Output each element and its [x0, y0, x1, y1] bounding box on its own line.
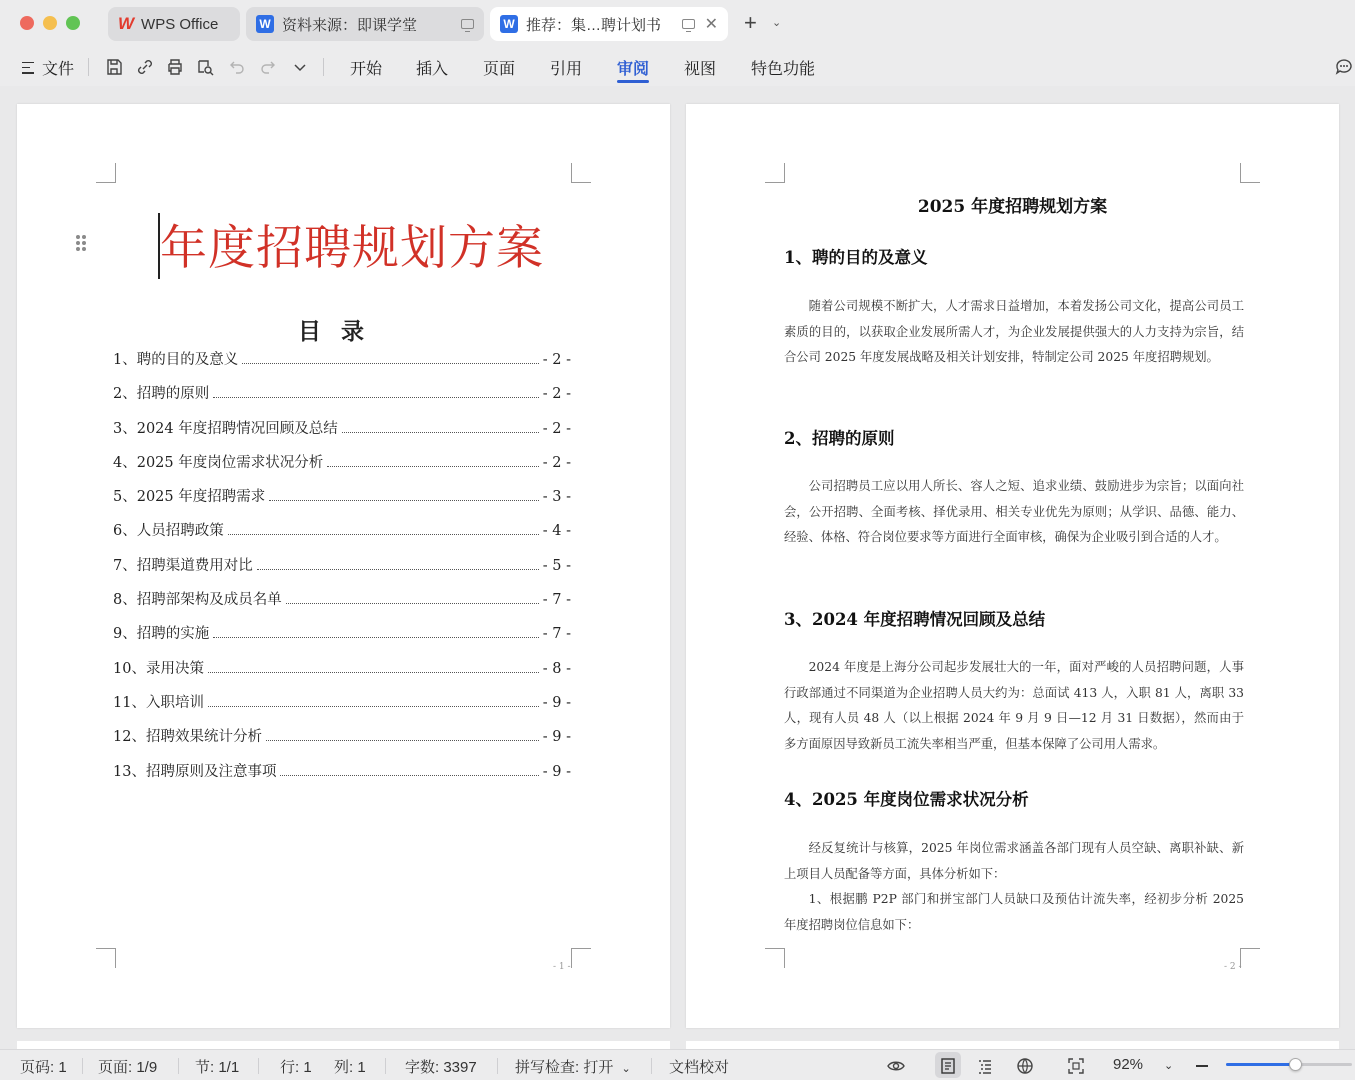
- status-divider: [178, 1058, 179, 1074]
- status-divider: [258, 1058, 259, 1074]
- toc-entry[interactable]: [113, 382, 571, 416]
- active-tab-indicator: [617, 80, 649, 83]
- tab-view[interactable]: 视图: [684, 61, 717, 78]
- crop-mark: [571, 948, 591, 968]
- toc-entry[interactable]: [113, 485, 571, 519]
- toc-entry[interactable]: [113, 554, 571, 588]
- zoom-out-icon[interactable]: [1192, 1056, 1212, 1076]
- file-menu-label: 文件: [42, 61, 75, 78]
- status-col[interactable]: 列: 1: [334, 1059, 366, 1076]
- menu-icon: [22, 62, 34, 74]
- body-paragraph[interactable]: 随着公司规模不断扩大，人才需求日益增加，本着发扬公司文化，提高公司员工素质的目的，以获取企业发展所需人才，为企业发展提供强大的人力支持为宗旨，结合公司 2025 年度发展战略及相关计划安排，特制定公司 2025 年度招聘规划。: [784, 299, 1244, 365]
- status-divider: [651, 1058, 652, 1074]
- toc-entry-text: 5、2025 年度招聘需求: [113, 489, 266, 506]
- toolbar-divider: [88, 58, 89, 76]
- toc-entry[interactable]: [113, 725, 571, 759]
- toc-entry[interactable]: [113, 691, 571, 725]
- zoom-slider[interactable]: [1226, 1063, 1352, 1066]
- tab-label: WPS Office: [141, 15, 219, 33]
- status-page-code[interactable]: 页码: 1: [20, 1059, 67, 1076]
- toc-entry-page: - 4 -: [542, 523, 571, 540]
- toc-entry-text: 9、招聘的实施: [113, 626, 210, 643]
- body-paragraph[interactable]: 1、根据鹏 P2P 部门和拼宝部门人员缺口及预估计流失率，经初步分析 2025 年度招聘岗位信息如下：: [784, 892, 1244, 932]
- monitor-icon[interactable]: [461, 19, 474, 29]
- toc-entry-text: 12、招聘效果统计分析: [113, 729, 262, 746]
- status-divider: [82, 1058, 83, 1074]
- toc-entry-page: - 9 -: [542, 763, 571, 780]
- toolbar: [0, 48, 1355, 86]
- status-row[interactable]: 行: 1: [280, 1059, 312, 1076]
- toc-entry-text: 2、招聘的原则: [113, 386, 210, 403]
- toc-heading[interactable]: 目录: [298, 318, 384, 345]
- body-paragraph[interactable]: 公司招聘员工应以用人所长、容人之短、追求业绩、鼓励进步为宗旨；以面向社会，公开招聘、全面考核、择优录用、相关专业优先为原则；从学识、品德、能力、经验、体格、符合岗位要求等方面进行全面审核，确保为企业吸引到合适的人才。: [784, 479, 1244, 545]
- toc-entry-page: - 2 -: [542, 352, 571, 368]
- section-heading[interactable]: 3、2024 年度招聘情况回顾及总结: [784, 610, 1046, 629]
- undo-icon[interactable]: [227, 57, 247, 77]
- crop-mark: [96, 948, 116, 968]
- toc-entry-text: 6、人员招聘政策: [113, 523, 224, 540]
- toc-entry[interactable]: [113, 622, 571, 656]
- tab-label: 推荐：集…聘计划书: [526, 16, 662, 34]
- toc-entry-text: 4、2025 年度岗位需求状况分析: [113, 454, 324, 471]
- tab-wps-office[interactable]: [108, 7, 240, 41]
- outline-view-icon[interactable]: [975, 1056, 995, 1076]
- tab-home[interactable]: 开始: [350, 61, 383, 78]
- status-divider: [497, 1058, 498, 1074]
- body-paragraph[interactable]: 2024 年度是上海分公司起步发展壮大的一年，面对严峻的人员招聘问题，人事行政部通过不同渠道为企业招聘人员大约为：总面试 413 人，入职 81 人，离职 33 人，现有人员 48 人（以上根据 2024 年 9 月 9 日—12 月 31 日数据），然而由于多方面原因导致新员工流失率相当严重，但基本保障了公司用人需求。: [784, 660, 1244, 751]
- cover-title[interactable]: 年度招聘规划方案: [160, 221, 544, 276]
- page-number: - 2 -: [1224, 962, 1242, 972]
- toc-entry-page: - 7 -: [542, 592, 571, 609]
- toc-entry-text: 13、招聘原则及注意事项: [113, 763, 277, 780]
- crop-mark: [96, 163, 116, 183]
- close-icon[interactable]: ✕: [704, 16, 718, 33]
- status-section[interactable]: 节: 1/1: [195, 1059, 240, 1076]
- window-maximize-button[interactable]: [66, 16, 80, 30]
- toc-entry-page: - 5 -: [542, 557, 571, 574]
- toc-entry-page: - 3 -: [542, 489, 571, 506]
- print-icon[interactable]: [165, 57, 185, 77]
- tab-references[interactable]: 引用: [550, 61, 583, 78]
- section-heading[interactable]: 2、招聘的原则: [784, 429, 895, 448]
- zoom-chevron-down-icon[interactable]: ⌄: [1164, 1060, 1174, 1072]
- window-minimize-button[interactable]: [43, 16, 57, 30]
- tab-document-source[interactable]: [246, 7, 484, 41]
- chevron-down-icon: ⌄: [621, 1063, 631, 1075]
- zoom-slider-fill: [1226, 1063, 1295, 1066]
- crop-mark: [1240, 948, 1260, 968]
- chevron-down-icon[interactable]: ⌄: [772, 17, 782, 29]
- proofread-button[interactable]: 文档校对: [669, 1059, 730, 1076]
- toc-entry[interactable]: [113, 417, 571, 451]
- wps-logo-icon: W: [118, 14, 135, 33]
- toc-entry-page: - 9 -: [542, 729, 571, 746]
- toc-entry-page: - 2 -: [542, 454, 571, 471]
- toc-entry-text: 8、招聘部架构及成员名单: [113, 592, 282, 609]
- spell-check-toggle[interactable]: [515, 1056, 631, 1077]
- eye-protection-icon[interactable]: [886, 1056, 906, 1076]
- word-doc-icon: W: [256, 15, 274, 33]
- crop-mark: [1240, 163, 1260, 183]
- link-icon[interactable]: [135, 57, 155, 77]
- toc-entry-page: - 9 -: [542, 694, 571, 711]
- next-page-edge: [686, 1041, 1339, 1049]
- word-doc-icon: W: [500, 15, 518, 33]
- page-view-icon[interactable]: [938, 1056, 958, 1076]
- file-menu-button[interactable]: [22, 56, 74, 79]
- toc-entry-text: 7、招聘渠道费用对比: [113, 557, 253, 574]
- toc-entry-text: 3、2024 年度招聘情况回顾及总结: [113, 420, 338, 437]
- page-number: - 1 -: [553, 962, 571, 972]
- save-icon[interactable]: [104, 57, 124, 77]
- toc-entry[interactable]: [113, 588, 571, 622]
- toc-entry-page: - 2 -: [542, 420, 571, 437]
- status-divider: [385, 1058, 386, 1074]
- chat-assistant-icon[interactable]: [1334, 56, 1354, 76]
- tab-page[interactable]: 页面: [483, 61, 516, 78]
- toc-entry[interactable]: [113, 760, 571, 794]
- section-heading[interactable]: 1、聘的目的及意义: [784, 248, 928, 267]
- tab-review[interactable]: 审阅: [617, 61, 650, 78]
- crop-mark: [765, 948, 785, 968]
- toc-entry-page: - 7 -: [542, 626, 571, 643]
- redo-icon[interactable]: [258, 57, 278, 77]
- window-close-button[interactable]: [20, 16, 34, 30]
- toc-entry-text: 1、聘的目的及意义: [113, 352, 239, 368]
- zoom-slider-handle[interactable]: [1289, 1058, 1302, 1071]
- add-tab-icon[interactable]: +: [744, 10, 757, 35]
- status-bar: [0, 1049, 1355, 1080]
- tab-label: 资料来源：即课学堂: [282, 16, 418, 34]
- monitor-icon[interactable]: [682, 19, 695, 29]
- drag-handle-icon[interactable]: [76, 235, 86, 251]
- next-page-edge: [17, 1041, 670, 1049]
- toc-entry[interactable]: [113, 657, 571, 691]
- print-preview-icon[interactable]: [195, 57, 215, 77]
- spell-check-label: 拼写检查: 打开: [515, 1059, 614, 1076]
- title-bar: [0, 0, 1355, 48]
- fit-page-icon[interactable]: [1066, 1056, 1086, 1076]
- zoom-level[interactable]: 92%: [1113, 1056, 1144, 1073]
- tab-document-recommend[interactable]: [490, 7, 728, 41]
- web-view-icon[interactable]: [1015, 1056, 1035, 1076]
- toc-entry[interactable]: [113, 451, 571, 485]
- crop-mark: [765, 163, 785, 183]
- more-chevron-down-icon[interactable]: [290, 57, 310, 77]
- crop-mark: [571, 163, 591, 183]
- status-word-count[interactable]: 字数: 3397: [405, 1059, 477, 1076]
- toolbar-divider: [323, 58, 324, 76]
- table-of-contents: [113, 348, 571, 794]
- toc-entry-page: - 2 -: [542, 386, 571, 403]
- tab-insert[interactable]: 插入: [416, 61, 449, 78]
- document-title[interactable]: 2025 年度招聘规划方案: [917, 197, 1108, 217]
- toc-entry[interactable]: [113, 348, 571, 382]
- toc-entry-text: 10、录用决策: [113, 660, 204, 677]
- toc-entry[interactable]: [113, 519, 571, 553]
- body-paragraph[interactable]: 经反复统计与核算，2025 年岗位需求涵盖各部门现有人员空缺、离职补缺、新上项目人员配备等方面，具体分析如下：: [784, 841, 1244, 881]
- toc-entry-text: 11、入职培训: [113, 694, 204, 711]
- section-heading[interactable]: 4、2025 年度岗位需求状况分析: [784, 790, 1029, 809]
- status-page[interactable]: 页面: 1/9: [98, 1059, 158, 1076]
- tab-special-features[interactable]: 特色功能: [751, 61, 816, 78]
- toc-entry-page: - 8 -: [542, 660, 571, 677]
